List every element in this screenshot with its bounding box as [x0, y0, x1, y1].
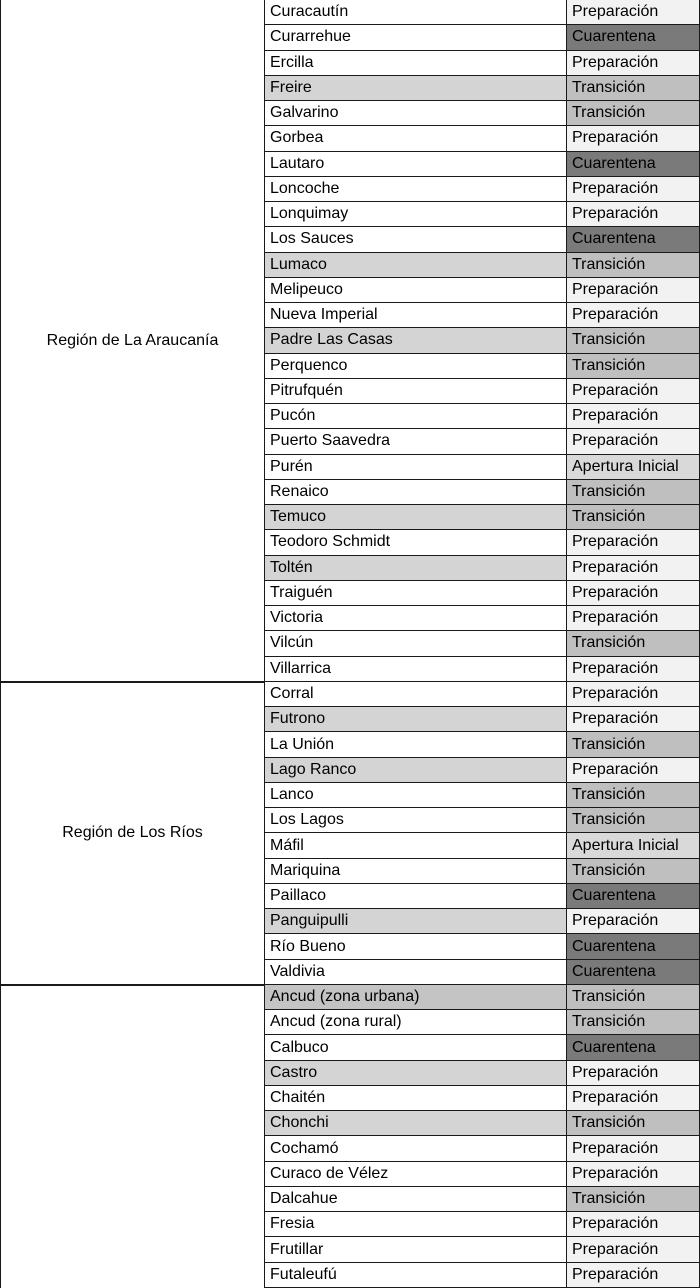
comuna-cell: Curarrehue — [265, 25, 567, 49]
comuna-cell: Galvarino — [265, 101, 567, 125]
region-cell — [0, 0, 265, 682]
region-cell — [0, 682, 265, 985]
region-name: Región de Los Ríos — [62, 824, 203, 842]
table-row — [265, 253, 700, 278]
comuna-cell: Futrono — [265, 707, 567, 731]
table-row — [265, 1263, 700, 1288]
table-row — [265, 1136, 700, 1161]
table-row — [265, 657, 700, 682]
fase-cell: Preparación — [567, 606, 700, 630]
fase-cell: Preparación — [567, 202, 700, 226]
fase-cell: Preparación — [567, 51, 700, 75]
fase-cell: Preparación — [567, 379, 700, 403]
table-row — [265, 707, 700, 732]
fase-cell: Transición — [567, 985, 700, 1009]
fase-cell: Transición — [567, 808, 700, 832]
table-row — [265, 202, 700, 227]
fase-cell: Apertura Inicial — [567, 455, 700, 479]
comuna-cell: Ercilla — [265, 51, 567, 75]
comuna-cell: Pitrufquén — [265, 379, 567, 403]
fase-cell: Preparación — [567, 707, 700, 731]
fase-cell: Preparación — [567, 657, 700, 681]
comuna-cell: Pucón — [265, 404, 567, 428]
comuna-cell: Ancud (zona rural) — [265, 1010, 567, 1034]
comuna-cell: Villarrica — [265, 657, 567, 681]
column-divider — [0, 0, 1, 1288]
table-row — [265, 985, 700, 1010]
fase-cell: Preparación — [567, 682, 700, 706]
table-row — [265, 455, 700, 480]
fase-cell: Preparación — [567, 530, 700, 554]
table-row — [265, 833, 700, 858]
comuna-cell: Teodoro Schmidt — [265, 530, 567, 554]
column-divider — [264, 0, 265, 1288]
table-row — [265, 934, 700, 959]
table-row — [265, 530, 700, 555]
table-row — [265, 126, 700, 151]
comuna-cell: Freire — [265, 76, 567, 100]
fase-cell: Transición — [567, 1010, 700, 1034]
table-row — [265, 783, 700, 808]
comuna-cell: Curaco de Vélez — [265, 1162, 567, 1186]
fase-cell: Transición — [567, 859, 700, 883]
table-row — [265, 581, 700, 606]
fase-cell: Preparación — [567, 556, 700, 580]
comuna-cell: Lautaro — [265, 152, 567, 176]
fase-cell: Preparación — [567, 758, 700, 782]
table-row — [265, 758, 700, 783]
region-cell — [0, 985, 265, 1288]
comuna-cell: Traiguén — [265, 581, 567, 605]
fase-cell: Transición — [567, 1187, 700, 1211]
comuna-cell: Paillaco — [265, 884, 567, 908]
comuna-cell: Mariquina — [265, 859, 567, 883]
comuna-cell: Vilcún — [265, 631, 567, 655]
fase-cell: Preparación — [567, 177, 700, 201]
table-row — [265, 227, 700, 252]
table-row — [265, 152, 700, 177]
comuna-cell: Melipeuco — [265, 278, 567, 302]
comuna-cell: Futaleufú — [265, 1263, 567, 1287]
comuna-cell: Temuco — [265, 505, 567, 529]
table-row — [265, 480, 700, 505]
comuna-cell: Fresia — [265, 1212, 567, 1236]
comuna-cell: Padre Las Casas — [265, 328, 567, 352]
table-row — [265, 960, 700, 985]
table-row — [265, 101, 700, 126]
table-row — [265, 1111, 700, 1136]
fase-cell: Transición — [567, 76, 700, 100]
fase-cell: Cuarentena — [567, 152, 700, 176]
comuna-cell: Corral — [265, 682, 567, 706]
fase-cell: Preparación — [567, 1263, 700, 1287]
comuna-cell: Dalcahue — [265, 1187, 567, 1211]
fase-cell: Cuarentena — [567, 1035, 700, 1059]
table-row — [265, 25, 700, 50]
table-row — [265, 1010, 700, 1035]
fase-cell: Preparación — [567, 1212, 700, 1236]
comuna-cell: Chonchi — [265, 1111, 567, 1135]
fase-cell: Preparación — [567, 0, 700, 24]
comuna-cell: Lago Ranco — [265, 758, 567, 782]
comuna-cell: Chaitén — [265, 1086, 567, 1110]
comuna-cell: Río Bueno — [265, 934, 567, 958]
table-row — [265, 909, 700, 934]
fase-cell: Preparación — [567, 429, 700, 453]
fase-cell: Transición — [567, 354, 700, 378]
comuna-cell: Renaico — [265, 480, 567, 504]
table-row — [265, 556, 700, 581]
fase-cell: Cuarentena — [567, 884, 700, 908]
table-row — [265, 404, 700, 429]
table-row — [265, 303, 700, 328]
comuna-cell: Victoria — [265, 606, 567, 630]
table-row — [265, 1187, 700, 1212]
comuna-cell: Gorbea — [265, 126, 567, 150]
comuna-cell: Calbuco — [265, 1035, 567, 1059]
fase-cell: Preparación — [567, 1086, 700, 1110]
comuna-cell: Perquenco — [265, 354, 567, 378]
fase-cell: Preparación — [567, 404, 700, 428]
comuna-cell: Máfil — [265, 833, 567, 857]
table-row — [265, 505, 700, 530]
table-row — [265, 354, 700, 379]
table-row — [265, 1237, 700, 1262]
table-row — [265, 429, 700, 454]
table-row — [265, 1035, 700, 1060]
table-row — [265, 631, 700, 656]
fase-cell: Cuarentena — [567, 25, 700, 49]
fase-cell: Preparación — [567, 581, 700, 605]
comuna-cell: Toltén — [265, 556, 567, 580]
comuna-cell: Loncoche — [265, 177, 567, 201]
comuna-cell: Nueva Imperial — [265, 303, 567, 327]
region-name: Región de La Araucanía — [46, 331, 219, 349]
fase-cell: Cuarentena — [567, 934, 700, 958]
fase-cell: Preparación — [567, 1237, 700, 1261]
fase-cell: Apertura Inicial — [567, 833, 700, 857]
comuna-cell: Frutillar — [265, 1237, 567, 1261]
table-row — [265, 1162, 700, 1187]
table-row — [265, 1061, 700, 1086]
table-row — [265, 379, 700, 404]
table-row — [265, 51, 700, 76]
table-row — [265, 76, 700, 101]
comuna-cell: Lanco — [265, 783, 567, 807]
table-row — [265, 0, 700, 25]
fase-cell: Preparación — [567, 126, 700, 150]
table-row — [265, 328, 700, 353]
fase-cell: Cuarentena — [567, 227, 700, 251]
fase-cell: Transición — [567, 328, 700, 352]
fase-cell: Preparación — [567, 1162, 700, 1186]
comuna-cell: Valdivia — [265, 960, 567, 984]
comuna-cell: Curacautín — [265, 0, 567, 24]
comuna-cell: Panguipulli — [265, 909, 567, 933]
table-row — [265, 732, 700, 757]
table-row — [265, 606, 700, 631]
comuna-cell: Lonquimay — [265, 202, 567, 226]
fase-cell: Transición — [567, 480, 700, 504]
fase-cell: Transición — [567, 101, 700, 125]
fase-cell: Preparación — [567, 1061, 700, 1085]
fase-cell: Cuarentena — [567, 960, 700, 984]
comuna-cell: Los Lagos — [265, 808, 567, 832]
fase-cell: Transición — [567, 1111, 700, 1135]
comuna-cell: Castro — [265, 1061, 567, 1085]
fase-cell: Transición — [567, 631, 700, 655]
fase-cell: Preparación — [567, 1136, 700, 1160]
fase-cell: Transición — [567, 253, 700, 277]
table-row — [265, 884, 700, 909]
fase-cell: Transición — [567, 732, 700, 756]
fase-cell: Preparación — [567, 909, 700, 933]
comuna-cell: La Unión — [265, 732, 567, 756]
table-row — [265, 859, 700, 884]
table-row — [265, 1212, 700, 1237]
fase-cell: Preparación — [567, 303, 700, 327]
comuna-cell: Ancud (zona urbana) — [265, 985, 567, 1009]
table-row — [265, 177, 700, 202]
table-row — [265, 682, 700, 707]
comuna-cell: Puerto Saavedra — [265, 429, 567, 453]
fase-cell: Transición — [567, 505, 700, 529]
fase-cell: Preparación — [567, 278, 700, 302]
comuna-cell: Los Sauces — [265, 227, 567, 251]
comuna-cell: Cochamó — [265, 1136, 567, 1160]
comuna-cell: Lumaco — [265, 253, 567, 277]
table-row — [265, 1086, 700, 1111]
table-row — [265, 278, 700, 303]
comuna-cell: Purén — [265, 455, 567, 479]
fase-cell: Transición — [567, 783, 700, 807]
table-row — [265, 808, 700, 833]
